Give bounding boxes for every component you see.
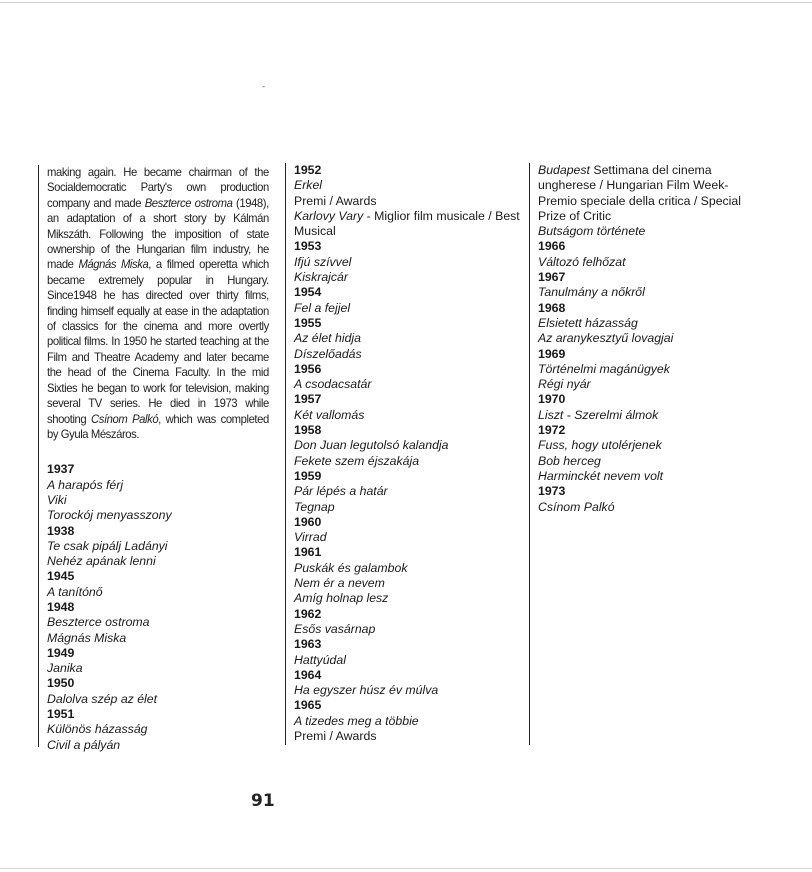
year-heading: 1969 xyxy=(538,346,566,361)
awards-label: Premi / Awards xyxy=(294,728,377,743)
year-heading: 1959 xyxy=(294,468,322,483)
film-title: Harminckét nevem volt xyxy=(538,468,664,483)
film-title: Kiskrajcár xyxy=(294,270,348,285)
bio-text-3: , a filmed operetta which became extremely popular in Hungary. Since1948 he has directed over thirty films, finding himself equally at ease in the adaptation of classics for the cinema and more overtly political films. In 1950 he started teaching at the Film and Theatre Academy and later became the head of the Cinema Faculty. In the mid Sixties he began to work for television, making several TV series. He died in 1973 while shooting xyxy=(47,257,269,426)
film-title: Torockój menyasszony xyxy=(47,508,172,523)
bio-text-4: , which was completed by Gyula Mészáros. xyxy=(47,411,269,441)
film-title: Ha egyszer húsz év múlva xyxy=(294,683,439,698)
year-heading: 1957 xyxy=(294,392,322,407)
film-title: A csodacsatár xyxy=(294,377,372,392)
festival-name: Budapest xyxy=(538,163,590,177)
year-heading: 1955 xyxy=(294,315,322,330)
film-title: Viki xyxy=(47,492,67,507)
year-heading: 1968 xyxy=(538,300,566,315)
year-heading: 1973 xyxy=(538,484,566,499)
column-right xyxy=(529,163,768,745)
year-heading: 1964 xyxy=(294,667,322,682)
film-title: Liszt - Szerelmi álmok xyxy=(538,407,659,422)
year-heading: 1965 xyxy=(294,698,322,713)
film-title: Mágnás Miska xyxy=(47,630,127,645)
year-heading: 1961 xyxy=(294,545,322,560)
film-title: Az aranykesztyű lovagjai xyxy=(538,331,674,346)
film-title: Janika xyxy=(47,661,83,676)
film-title: Hattyúdal xyxy=(294,652,346,667)
year-heading: 1962 xyxy=(294,606,322,621)
film-title: Változó felhőzat xyxy=(538,254,626,269)
film-title: Dalolva szép az élet xyxy=(47,691,158,706)
bio-film-title-3: Csínom Palkó xyxy=(91,411,159,426)
film-title: Esős vasárnap xyxy=(294,621,376,636)
year-heading: 1945 xyxy=(47,569,75,584)
film-title: Virrad xyxy=(294,530,327,545)
film-title: Nehéz apának lenni xyxy=(47,554,156,569)
bio-film-title-1: Beszterce ostroma xyxy=(144,195,233,210)
festival-name: Karlovy Vary xyxy=(294,208,364,223)
film-title: A tanítónő xyxy=(47,584,103,599)
film-title: Fuss, hogy utolérjenek xyxy=(538,438,662,453)
column-middle xyxy=(285,163,526,745)
film-title: Az élet hidja xyxy=(294,331,361,346)
year-heading: 1953 xyxy=(294,239,322,254)
film-title: Díszelőadás xyxy=(294,346,362,361)
film-title: Két vallomás xyxy=(294,407,365,422)
film-title: Különös házasság xyxy=(47,722,148,737)
film-title: Fekete szem éjszakája xyxy=(294,453,420,468)
year-heading: 1960 xyxy=(294,514,322,529)
year-heading: 1949 xyxy=(47,645,75,660)
film-title: Erkel xyxy=(294,178,323,193)
bio-film-title-2: Mágnás Miska xyxy=(78,257,149,272)
awards-label: Premi / Awards xyxy=(294,193,377,208)
year-heading: 1950 xyxy=(47,676,75,691)
year-heading: 1948 xyxy=(47,599,75,614)
film-title: A tizedes meg a többie xyxy=(294,713,419,728)
film-title: Don Juan legutolsó kalandja xyxy=(294,438,449,453)
film-title: Tegnap xyxy=(294,499,335,514)
film-title: A harapós férj xyxy=(47,477,124,492)
bio-text-1: making again. He became chairman of the Socialdemocratic Party's own production company and made xyxy=(47,165,269,210)
year-heading: 1966 xyxy=(538,239,566,254)
film-title: Beszterce ostroma xyxy=(47,615,150,630)
film-title: Te csak pipálj Ladányi xyxy=(47,538,168,553)
film-title: Butságom története xyxy=(538,224,646,239)
award-entry xyxy=(538,163,768,224)
year-heading: 1952 xyxy=(294,163,322,177)
film-title: Pár lépés a határ xyxy=(294,484,388,499)
year-heading: 1963 xyxy=(294,637,322,652)
film-title: Fel a fejjel xyxy=(294,300,351,315)
film-title: Nem ér a nevem xyxy=(294,576,385,591)
film-title: Puskák és galambok xyxy=(294,560,408,575)
award-entry xyxy=(294,209,526,240)
top-edge-line xyxy=(0,2,812,3)
filmography-list-left xyxy=(47,462,279,753)
award-description: Settimana del cinema ungherese / Hungarian Film Week- Premio speciale della critica / Special Prize of Critic xyxy=(538,163,741,223)
year-heading: 1958 xyxy=(294,423,322,438)
year-heading: 1954 xyxy=(294,285,322,300)
year-heading: 1938 xyxy=(47,523,75,538)
bio-text-2: (1948), an adaptation of a short story by Kálmán Mikszáth. Following the imposition of state ownership of the Hungarian film industry, he made xyxy=(47,195,269,272)
column-left xyxy=(38,165,279,752)
filmography-list-middle xyxy=(294,163,526,744)
year-heading: 1972 xyxy=(538,423,566,438)
biography-paragraph xyxy=(47,165,269,442)
year-heading: 1967 xyxy=(538,270,566,285)
film-title: Csínom Palkó xyxy=(538,499,615,514)
film-title: Civil a pályán xyxy=(47,737,121,752)
film-title: Bob herceg xyxy=(538,453,601,468)
film-title: Ifjú szívvel xyxy=(294,254,352,269)
film-title: Történelmi magánügyek xyxy=(538,361,670,376)
stray-mark: ‐ xyxy=(262,82,266,92)
year-heading: 1951 xyxy=(47,707,75,722)
film-title: Régi nyár xyxy=(538,377,591,392)
year-heading: 1956 xyxy=(294,361,322,376)
page-number: 91 xyxy=(251,791,275,811)
year-heading: 1937 xyxy=(47,462,75,477)
year-heading: 1970 xyxy=(538,392,566,407)
bottom-edge-line xyxy=(0,868,812,869)
film-title: Elsietett házasság xyxy=(538,315,638,330)
award-description: - Miglior film musicale / Best Musical xyxy=(294,208,520,239)
filmography-list-right xyxy=(538,163,768,515)
film-title: Tanulmány a nőkről xyxy=(538,285,645,300)
film-title: Amíg holnap lesz xyxy=(294,591,389,606)
